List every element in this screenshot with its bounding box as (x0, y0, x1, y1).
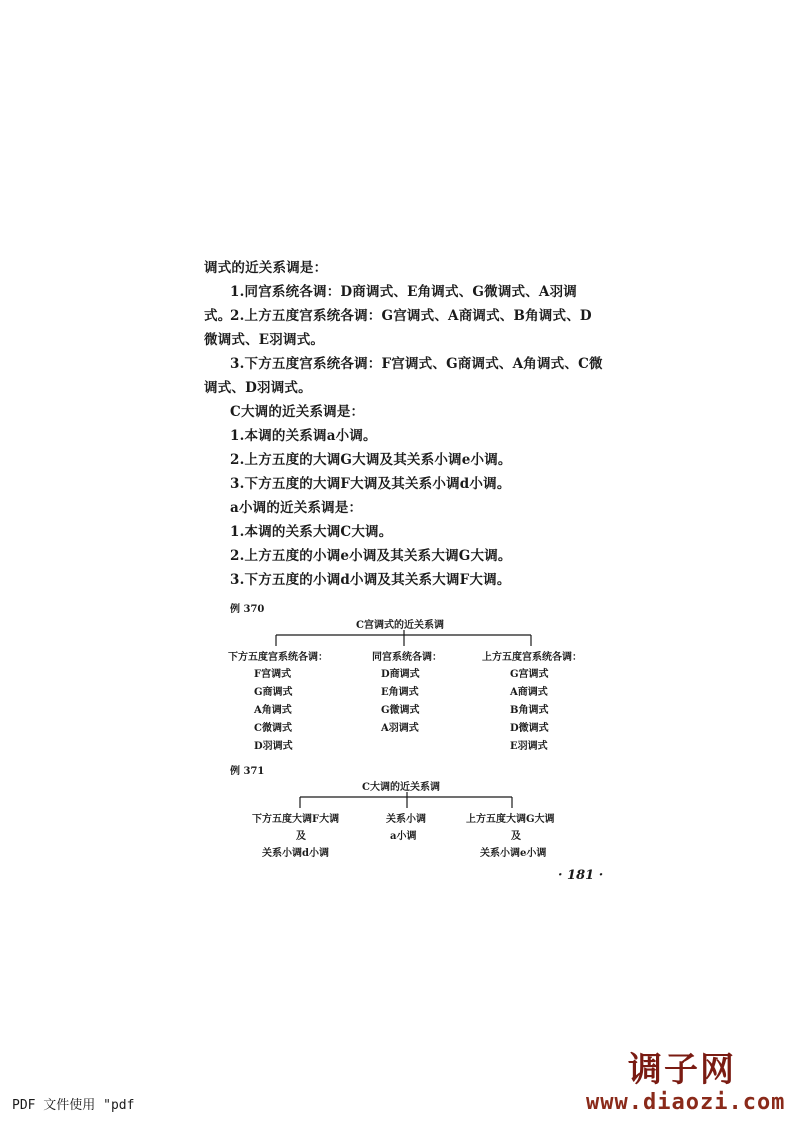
watermark-logo: 调子网 (628, 1050, 736, 1090)
example-label: 例 371 (230, 766, 265, 777)
paragraph-item: 3.下方五度宫系统各调：F宫调式、G商调式、A角调式、C微调式、D羽调式。 (204, 356, 603, 396)
paragraph-heading: a小调的近关系调是： (230, 500, 363, 516)
right-branch-line: 上方五度大调G大调 (466, 814, 555, 825)
middle-branch-line: 关系小调 (386, 814, 426, 825)
column-item: A商调式 (510, 687, 548, 698)
paragraph-item: 3.下方五度的小调d小调及其关系大调F大调。 (230, 572, 511, 588)
left-branch-line: 下方五度大调F大调 (252, 814, 340, 825)
paragraph-item: 2.上方五度的小调e小调及其关系大调G大调。 (230, 548, 512, 564)
diagram-title: C宫调式的近关系调 (356, 620, 444, 631)
page-number: · 181 · (558, 868, 604, 883)
right-branch-line: 关系小调e小调 (480, 848, 547, 859)
paragraph-item: 3.下方五度的大调F大调及其关系小调d小调。 (230, 476, 511, 492)
column-item: G微调式 (381, 705, 420, 716)
column-item: C微调式 (254, 723, 292, 734)
paragraph-item: 1.本调的关系调a小调。 (230, 428, 377, 444)
column-item: D商调式 (381, 669, 420, 680)
column-item: F宫调式 (254, 669, 292, 680)
column-item: D微调式 (510, 723, 549, 734)
left-branch-line: 及 (296, 831, 306, 842)
watermark-url: www.diaozi.com (586, 1090, 786, 1115)
column-item: G商调式 (254, 687, 293, 698)
example-label: 例 370 (230, 604, 265, 615)
column-heading: 下方五度宫系统各调： (228, 652, 328, 663)
left-branch-line: 关系小调d小调 (262, 848, 329, 859)
column-item: B角调式 (510, 705, 549, 716)
paragraph-intro: 调式的近关系调是： (204, 260, 328, 276)
middle-branch-line: a小调 (390, 831, 417, 842)
column-heading: 同宫系统各调： (372, 652, 442, 663)
paragraph-item: 1.本调的关系大调C大调。 (230, 524, 393, 540)
column-item: G宫调式 (510, 669, 549, 680)
right-branch-line: 及 (511, 831, 521, 842)
column-item: E角调式 (381, 687, 419, 698)
paragraph-heading: C大调的近关系调是： (230, 404, 365, 420)
column-item: A羽调式 (381, 723, 419, 734)
paragraph-item: 1.同宫系统各调：D商调式、E角调式、G微调式、A羽调式。 (204, 284, 577, 324)
paragraph-item: 2.上方五度宫系统各调：G宫调式、A商调式、B角调式、D微调式、E羽调式。 (204, 308, 592, 348)
paragraph-item: 2.上方五度的大调G大调及其关系小调e小调。 (230, 452, 512, 468)
column-item: E羽调式 (510, 741, 548, 752)
column-item: A角调式 (254, 705, 292, 716)
column-heading: 上方五度宫系统各调： (482, 652, 582, 663)
column-item: D羽调式 (254, 741, 293, 752)
pdf-footer: PDF 文件使用 "pdf (12, 1098, 135, 1113)
diagram-title: C大调的近关系调 (362, 782, 440, 793)
